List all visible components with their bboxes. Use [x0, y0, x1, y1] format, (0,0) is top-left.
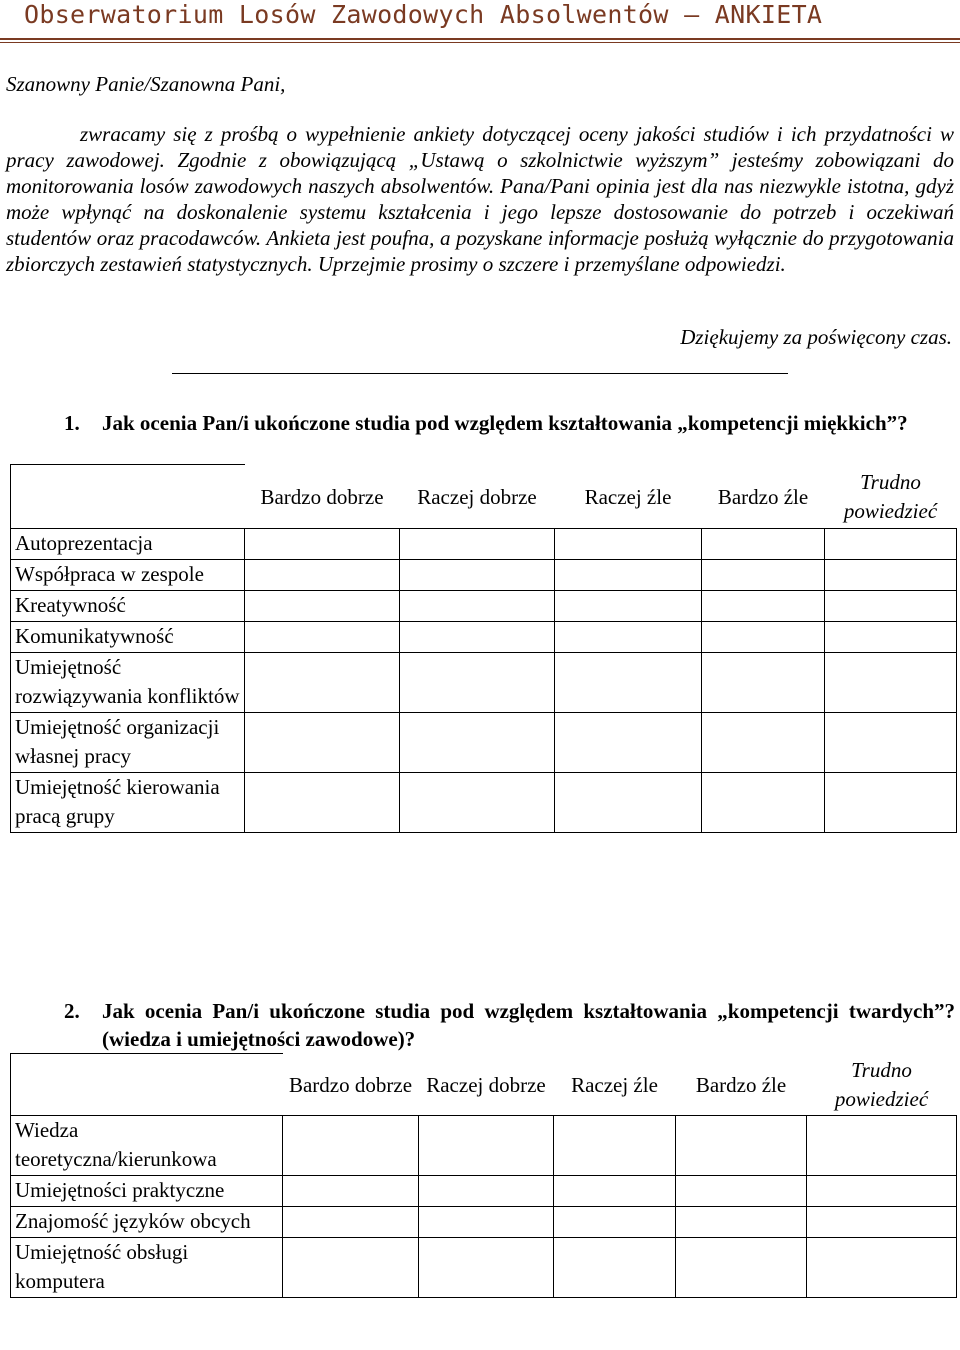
- rating-cell[interactable]: [676, 1207, 807, 1238]
- rating-cell[interactable]: [825, 773, 957, 833]
- rating-cell[interactable]: [825, 622, 957, 653]
- rating-cell[interactable]: [400, 713, 555, 773]
- rating-cell[interactable]: [807, 1238, 957, 1298]
- column-header: Bardzo dobrze: [288, 1072, 413, 1097]
- table-header-row: [11, 1054, 957, 1116]
- rating-cell[interactable]: [419, 1116, 554, 1176]
- rating-cell[interactable]: [825, 713, 957, 773]
- rating-cell[interactable]: [702, 713, 825, 773]
- thanks-line: Dziękujemy za poświęcony czas.: [680, 325, 952, 349]
- rating-cell[interactable]: [400, 622, 555, 653]
- table-row: [11, 1116, 957, 1176]
- rating-cell[interactable]: [825, 591, 957, 622]
- rating-cell[interactable]: [555, 773, 702, 833]
- rating-cell[interactable]: [825, 529, 957, 560]
- rating-cell[interactable]: [283, 1176, 419, 1207]
- rating-cell[interactable]: [825, 653, 957, 713]
- row-label: Umiejętność rozwiązywania konfliktów: [11, 653, 245, 713]
- rating-cell[interactable]: [702, 622, 825, 653]
- rating-table-soft-skills: [10, 464, 957, 833]
- rating-cell[interactable]: [702, 529, 825, 560]
- rating-cell[interactable]: [554, 1238, 676, 1298]
- rating-cell[interactable]: [283, 1238, 419, 1298]
- rating-cell[interactable]: [807, 1207, 957, 1238]
- row-label: Współpraca w zespole: [11, 560, 245, 591]
- rating-cell[interactable]: [702, 591, 825, 622]
- rating-cell[interactable]: [419, 1207, 554, 1238]
- rating-cell[interactable]: [807, 1116, 957, 1176]
- rating-cell[interactable]: [245, 713, 400, 773]
- column-header: Trudno powiedzieć: [843, 470, 938, 524]
- row-label: Umiejętność organizacji własnej pracy: [11, 713, 245, 773]
- rating-cell[interactable]: [283, 1207, 419, 1238]
- rating-cell[interactable]: [554, 1116, 676, 1176]
- rating-cell[interactable]: [676, 1176, 807, 1207]
- question-number: 1.: [64, 411, 80, 435]
- column-header: Raczej dobrze: [426, 1072, 546, 1097]
- rating-cell[interactable]: [555, 622, 702, 653]
- rating-cell[interactable]: [807, 1176, 957, 1207]
- column-header: Raczej dobrze: [417, 484, 537, 509]
- table-row: [11, 1238, 957, 1298]
- column-header: Trudno powiedzieć: [834, 1058, 929, 1112]
- rating-cell[interactable]: [245, 622, 400, 653]
- row-label: Komunikatywność: [11, 622, 245, 653]
- column-header: Bardzo źle: [717, 484, 809, 509]
- row-label: Wiedza teoretyczna/kierunkowa: [11, 1116, 283, 1176]
- question-number: 2.: [64, 999, 80, 1023]
- rating-cell[interactable]: [555, 560, 702, 591]
- greeting: Szanowny Panie/Szanowna Pani,: [6, 72, 286, 96]
- row-label: Kreatywność: [11, 591, 245, 622]
- rating-cell[interactable]: [400, 773, 555, 833]
- rating-cell[interactable]: [245, 591, 400, 622]
- rating-cell[interactable]: [676, 1238, 807, 1298]
- intro-paragraph: zwracamy się z prośbą o wypełnienie ankiety dotyczącej oceny jakości studiów i ich przydatności w pracy zawodowej. Zgodnie z obowiązującą „Ustawą o szkolnictwie wyższym” jesteśmy zobowiązani do monitorowania losów zawodowych naszych absolwentów. Pana/Pani opinia jest dla nas niezwykle istotna, gdyż może wpłynąć na doskonalenie systemu kształcenia i jego lepsze dostosowanie do potrzeb i oczekiwań studentów oraz pracodawców. Ankieta jest poufna, a pozyskane informacje posłużą wyłącznie do przygotowania zbiorczych zestawień statystycznych. Uprzejmie prosimy o szczere i przemyślane odpowiedzi.: [6, 122, 954, 276]
- table-row: [11, 591, 957, 622]
- rating-cell[interactable]: [400, 560, 555, 591]
- rating-cell[interactable]: [245, 653, 400, 713]
- rating-table-hard-skills: [10, 1053, 957, 1298]
- row-label: Umiejętności praktyczne: [11, 1176, 283, 1207]
- rating-cell[interactable]: [554, 1176, 676, 1207]
- row-label: Autoprezentacja: [11, 529, 245, 560]
- rating-cell[interactable]: [419, 1238, 554, 1298]
- rating-cell[interactable]: [400, 591, 555, 622]
- rating-cell[interactable]: [283, 1116, 419, 1176]
- row-label: Umiejętność obsługi komputera: [11, 1238, 283, 1298]
- rating-cell[interactable]: [419, 1176, 554, 1207]
- row-label: Umiejętność kierowania pracą grupy: [11, 773, 245, 833]
- table-row: [11, 713, 957, 773]
- header-empty-cell: [11, 465, 245, 529]
- rating-cell[interactable]: [555, 713, 702, 773]
- column-header: Raczej źle: [571, 1072, 658, 1097]
- rating-cell[interactable]: [400, 529, 555, 560]
- divider-line: [172, 373, 788, 374]
- table-header-row: [11, 465, 957, 529]
- page-header: [0, 0, 960, 36]
- rating-cell[interactable]: [676, 1116, 807, 1176]
- rating-cell[interactable]: [702, 653, 825, 713]
- rating-cell[interactable]: [555, 591, 702, 622]
- rating-cell[interactable]: [825, 560, 957, 591]
- question-text: Jak ocenia Pan/i ukończone studia pod względem kształtowania „kompetencji miękkich”?: [102, 411, 908, 435]
- table-row: [11, 529, 957, 560]
- rating-cell[interactable]: [555, 529, 702, 560]
- column-header: Bardzo dobrze: [260, 484, 384, 509]
- rating-cell[interactable]: [245, 560, 400, 591]
- rating-cell[interactable]: [245, 529, 400, 560]
- table-row: [11, 773, 957, 833]
- table-row: [11, 1207, 957, 1238]
- header-empty-cell: [11, 1054, 283, 1116]
- table-row: [11, 622, 957, 653]
- rating-cell[interactable]: [555, 653, 702, 713]
- row-label: Znajomość języków obcych: [11, 1207, 283, 1238]
- column-header: Bardzo źle: [695, 1072, 787, 1097]
- table-row: [11, 653, 957, 713]
- column-header: Raczej źle: [584, 484, 672, 509]
- table-row: [11, 1176, 957, 1207]
- rating-cell[interactable]: [400, 653, 555, 713]
- header-rule: [0, 38, 960, 40]
- question-text: Jak ocenia Pan/i ukończone studia pod względem kształtowania „kompetencji twardych”? (wiedza i umiejętności zawodowe)?: [102, 999, 955, 1051]
- header-rule-thin: [0, 42, 960, 43]
- rating-cell[interactable]: [702, 773, 825, 833]
- rating-cell[interactable]: [245, 773, 400, 833]
- rating-cell[interactable]: [702, 560, 825, 591]
- rating-cell[interactable]: [554, 1207, 676, 1238]
- header-title: Obserwatorium Losów Zawodowych Absolwentów – ANKIETA: [24, 0, 823, 29]
- table-row: [11, 560, 957, 591]
